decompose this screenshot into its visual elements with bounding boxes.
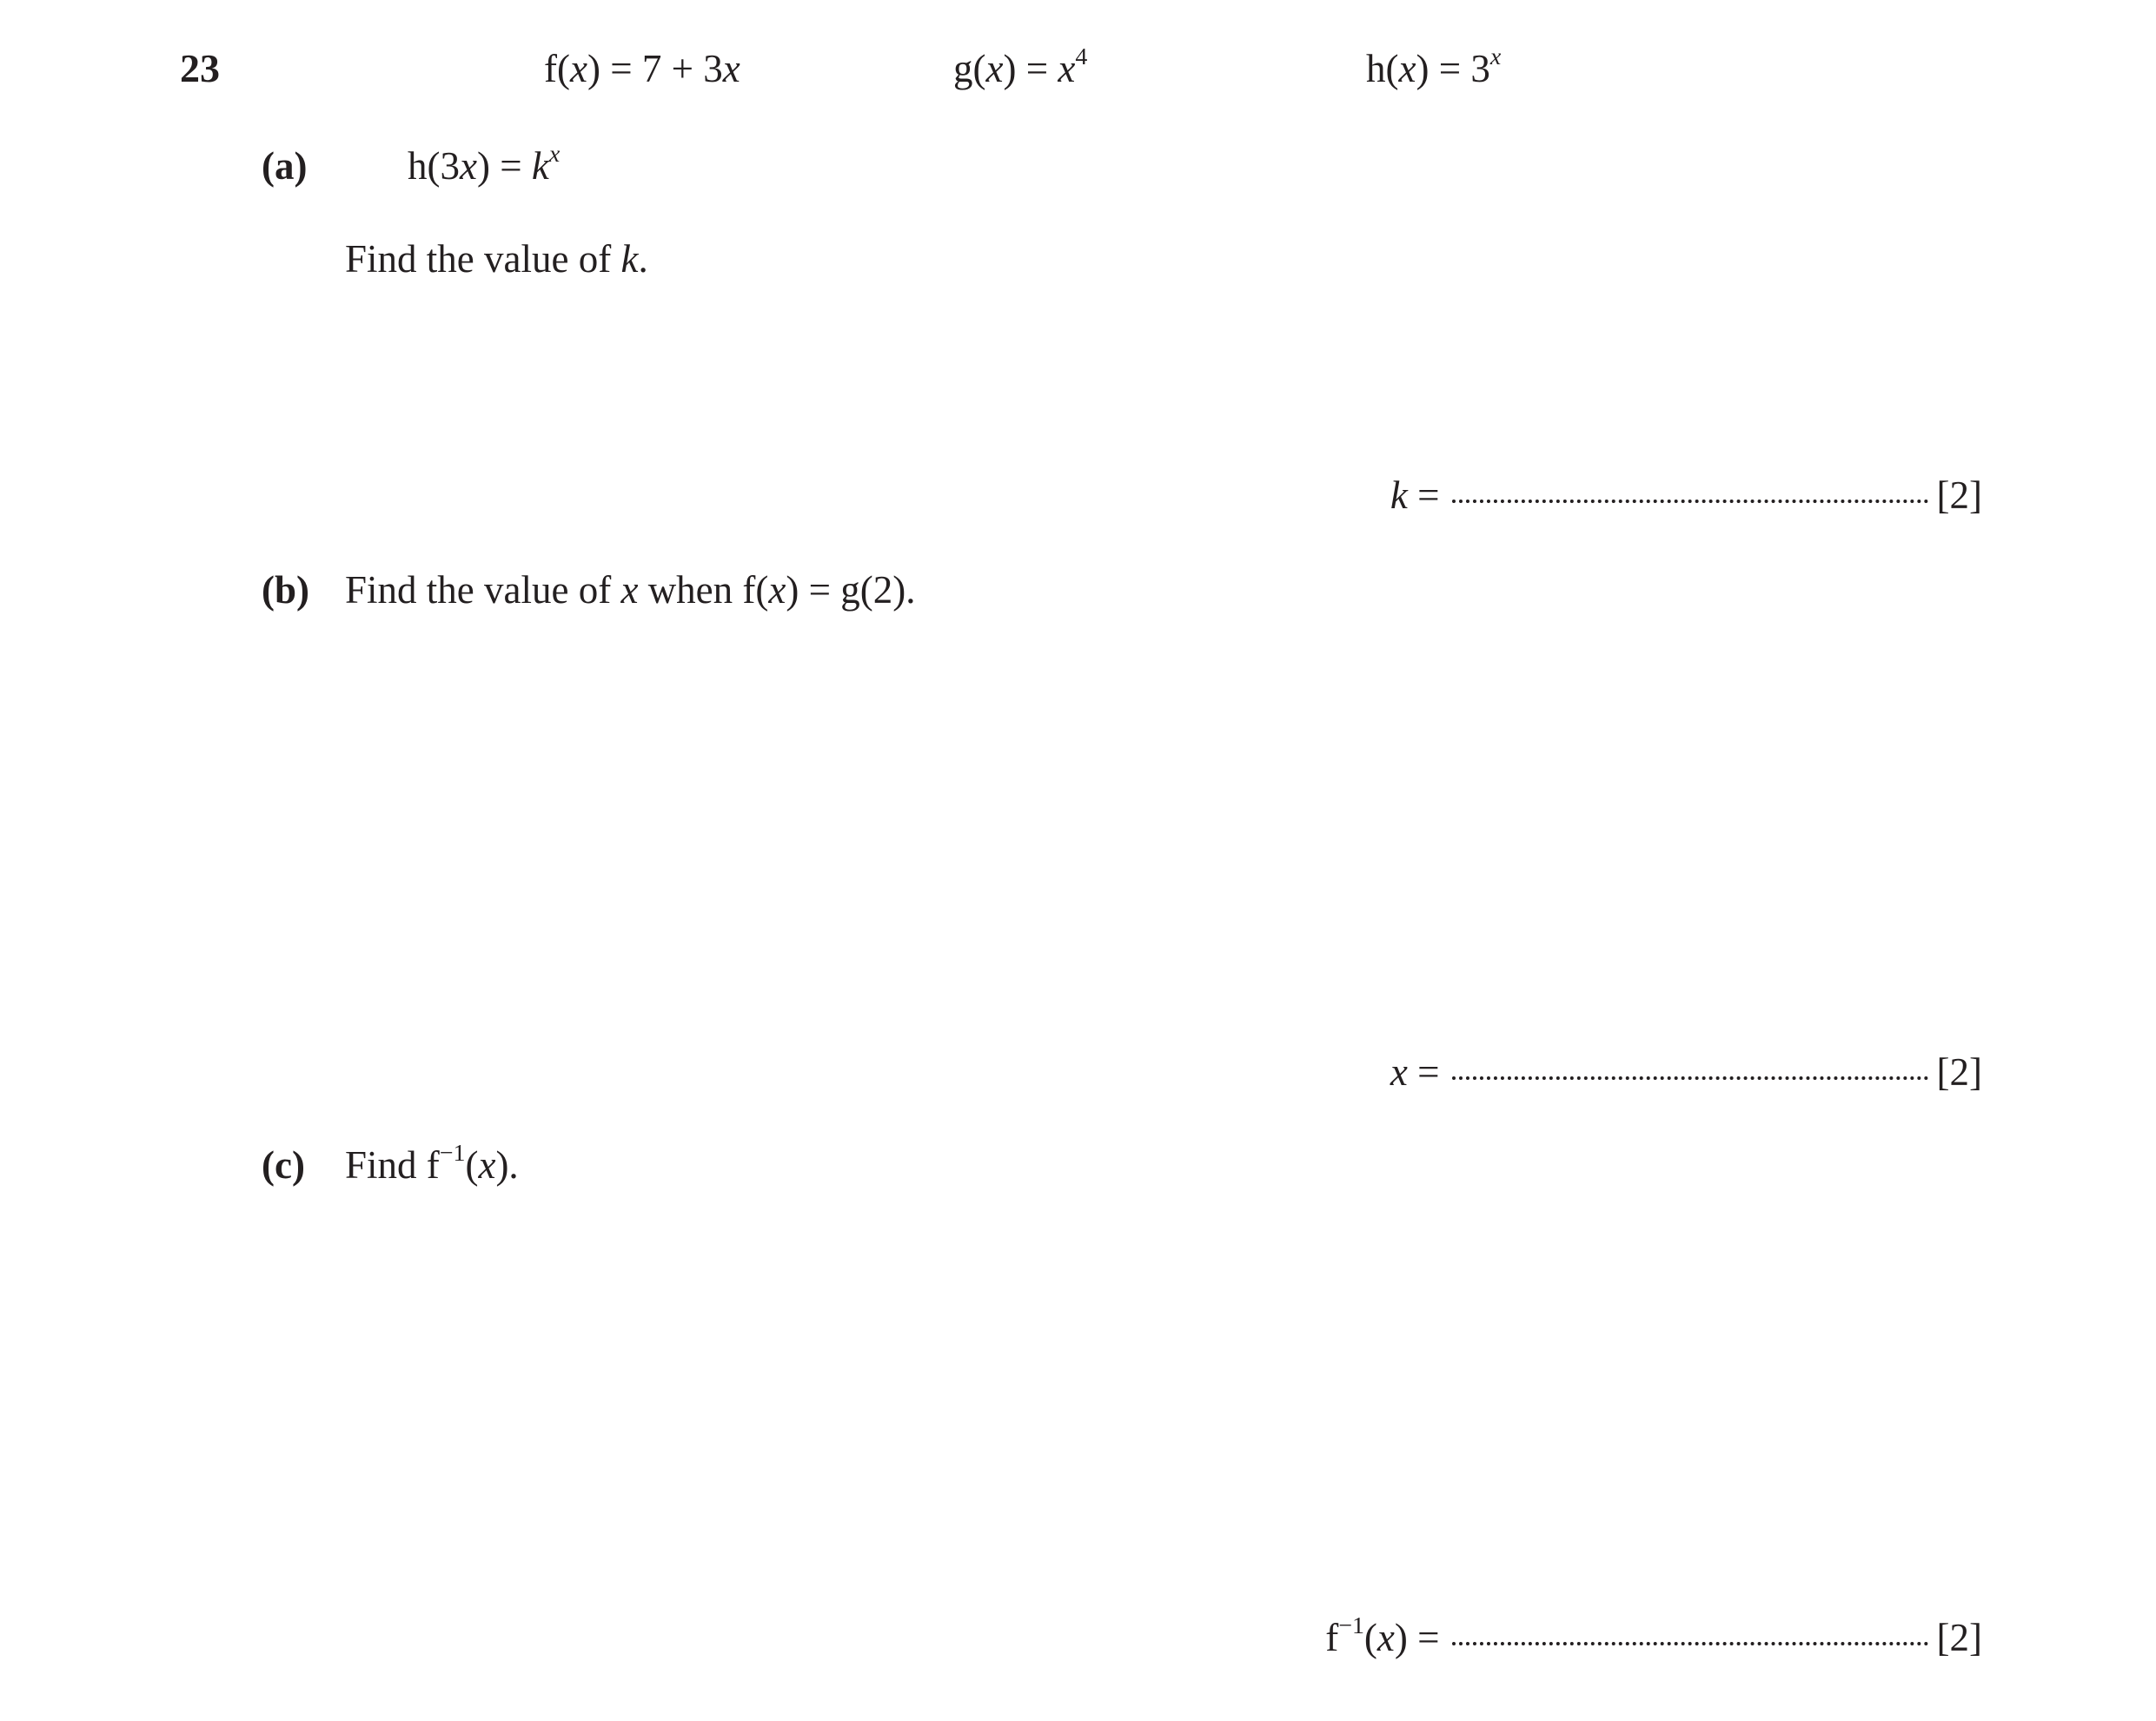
answer-b-marks: [2] xyxy=(1936,1050,1982,1094)
answer-b-dotted-line[interactable] xyxy=(1452,1076,1928,1080)
part-b-answer-line[interactable] xyxy=(1390,1042,1982,1102)
answer-a-marks: [2] xyxy=(1936,473,1982,517)
part-c-label: (c) xyxy=(262,1143,305,1187)
part-c-instruction: Find $f^{-1}(x)$. xyxy=(345,1139,519,1187)
answer-b-prefix: x = xyxy=(1390,1050,1440,1094)
part-a-answer-line[interactable] xyxy=(1390,465,1982,526)
answer-a-prefix: k = xyxy=(1390,473,1440,517)
answer-c-marks: [2] xyxy=(1936,1616,1982,1659)
answer-a-dotted-line[interactable] xyxy=(1452,500,1928,503)
part-b-instruction: Find the value of x when f(x) = g(2). xyxy=(345,568,916,612)
part-a-label: (a) xyxy=(262,144,308,188)
function-f-definition: f(x) = 7 + 3x xyxy=(544,47,740,90)
question-number: 23 xyxy=(180,46,220,90)
part-c-answer-line[interactable] xyxy=(1325,1607,1982,1668)
answer-c-dotted-line[interactable] xyxy=(1452,1642,1928,1645)
function-h-definition: $h(x) = 3^x$ xyxy=(1366,43,1502,90)
part-a-instruction: Find the value of k. xyxy=(345,237,648,281)
function-g-definition: $g(x) = x^4$ xyxy=(953,43,1088,90)
answer-c-prefix: $f^{-1}(x)$ = xyxy=(1325,1612,1440,1659)
part-b-label: (b) xyxy=(262,568,309,612)
part-a-equation: $h(3x) = k^x$ xyxy=(408,140,561,188)
